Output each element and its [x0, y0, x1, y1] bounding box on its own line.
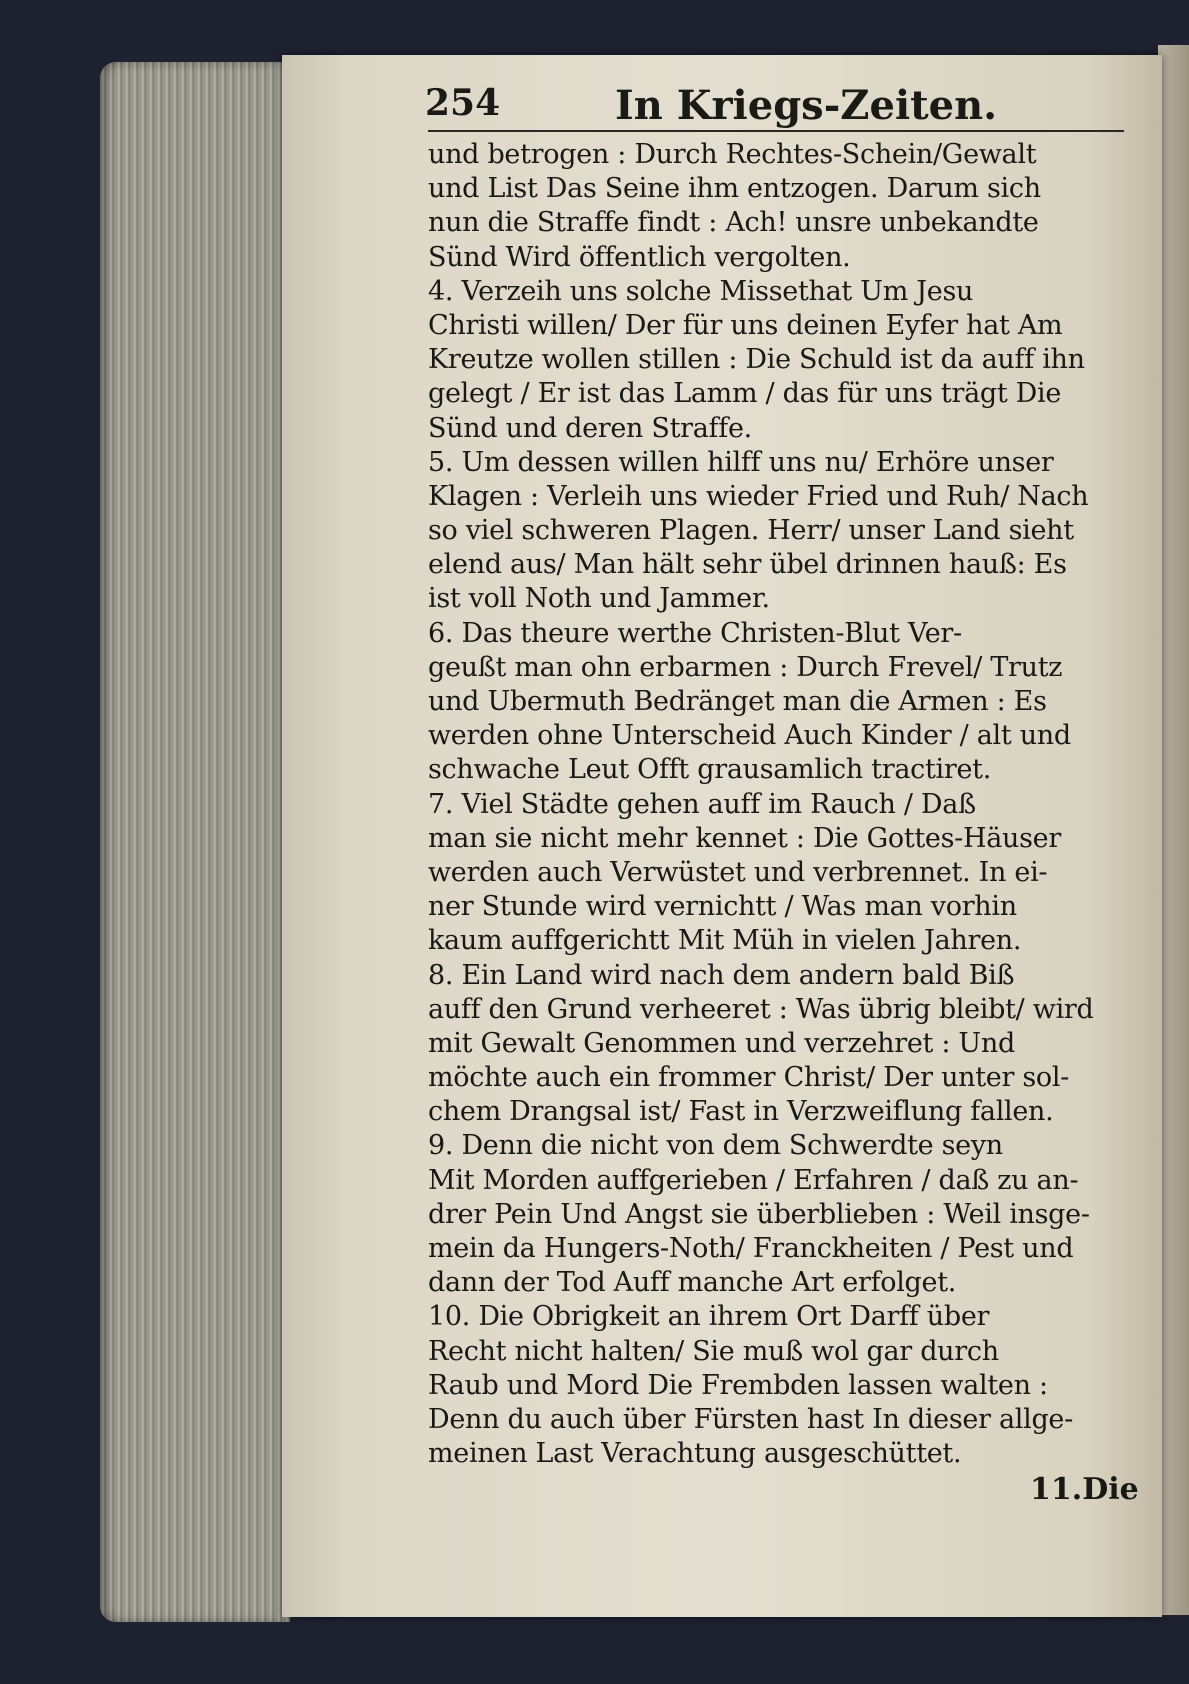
text-line: gelegt / Er ist das Lamm / das für uns trägt Die [428, 378, 1062, 410]
text-line: auff den Grund verheeret : Was übrig bleibt/ wird [428, 993, 1094, 1025]
text-line: Klagen : Verleih uns wieder Fried und Ruh/ Nach [428, 480, 1089, 512]
text-line: 7. Viel Städte gehen auff im Rauch / Daß [428, 788, 976, 820]
text-line: 5. Um dessen willen hilff uns nu/ Erhöre unser [428, 446, 1054, 478]
page-header [425, 82, 1125, 132]
text-line: Recht nicht halten/ Sie muß wol gar durch [428, 1335, 999, 1367]
facing-page-edge [1158, 45, 1189, 1615]
text-line: 8. Ein Land wird nach dem andern bald Biß [428, 959, 1015, 991]
text-line: elend aus/ Man hält sehr übel drinnen hauß: Es [428, 549, 1067, 581]
text-line: geußt man ohn erbarmen : Durch Frevel/ Trutz [428, 651, 1063, 683]
text-line: werden ohne Unterscheid Auch Kinder / alt und [428, 720, 1071, 752]
text-line: Kreutze wollen stillen : Die Schuld ist da auff ihn [428, 344, 1085, 376]
text-line: Christi willen/ Der für uns deinen Eyfer hat Am [428, 309, 1063, 341]
text-line: drer Pein Und Angst sie überblieben : Weil insge- [428, 1198, 1090, 1230]
text-line: möchte auch ein frommer Christ/ Der unter sol- [428, 1062, 1070, 1094]
text-line: 9. Denn die nicht von dem Schwerdte seyn [428, 1130, 1003, 1162]
hymn-text [428, 138, 1128, 1471]
text-line: Sünd Wird öffentlich vergolten. [428, 241, 851, 273]
text-line: werden auch Verwüstet und verbrennet. In ei- [428, 856, 1048, 888]
text-line: meinen Last Verachtung ausgeschüttet. [428, 1438, 962, 1470]
text-line: und List Das Seine ihm entzogen. Darum sich [428, 173, 1041, 205]
text-line: 6. Das theure werthe Christen-Blut Ver- [428, 617, 962, 649]
text-line: ner Stunde wird vernichtt / Was man vorhin [428, 891, 1017, 923]
text-line: Mit Morden auffgerieben / Erfahren / daß zu an- [428, 1164, 1079, 1196]
page-number: 254 [425, 82, 501, 124]
catchword: 11.Die [1030, 1472, 1139, 1507]
text-line: und betrogen : Durch Rechtes-Schein/Gewalt [428, 139, 1037, 170]
text-line: schwache Leut Offt grausamlich tractiret. [428, 754, 992, 786]
text-line: Denn du auch über Fürsten hast In dieser allge- [428, 1403, 1073, 1435]
text-line: man sie nicht mehr kennet : Die Gottes-Häuser [428, 822, 1061, 854]
text-line: 10. Die Obrigkeit an ihrem Ort Darff über [428, 1301, 990, 1333]
text-line: Sünd und deren Straffe. [428, 412, 752, 444]
book-page-edges [100, 62, 290, 1622]
text-line: Raub und Mord Die Frembden lassen walten : [428, 1369, 1048, 1401]
running-title: In Kriegs-Zeiten. [615, 82, 998, 129]
text-line: und Ubermuth Bedränget man die Armen : Es [428, 686, 1047, 717]
text-line: so viel schweren Plagen. Herr/ unser Land sieht [428, 515, 1074, 547]
text-line: mein da Hungers-Noth/ Franckheiten / Pest und [428, 1233, 1074, 1264]
header-rule [428, 130, 1124, 132]
text-line: chem Drangsal ist/ Fast in Verzweiflung fallen. [428, 1096, 1054, 1128]
text-line: nun die Straffe findt : Ach! unsre unbekandte [428, 207, 1039, 239]
text-line: mit Gewalt Genommen und verzehret : Und [428, 1027, 1015, 1059]
text-line: dann der Tod Auff manche Art erfolget. [428, 1267, 957, 1299]
text-line: 4. Verzeih uns solche Missethat Um Jesu [428, 275, 974, 307]
text-line: ist voll Noth und Jammer. [428, 583, 770, 615]
text-line: kaum auffgerichtt Mit Müh in vielen Jahren. [428, 925, 1022, 957]
